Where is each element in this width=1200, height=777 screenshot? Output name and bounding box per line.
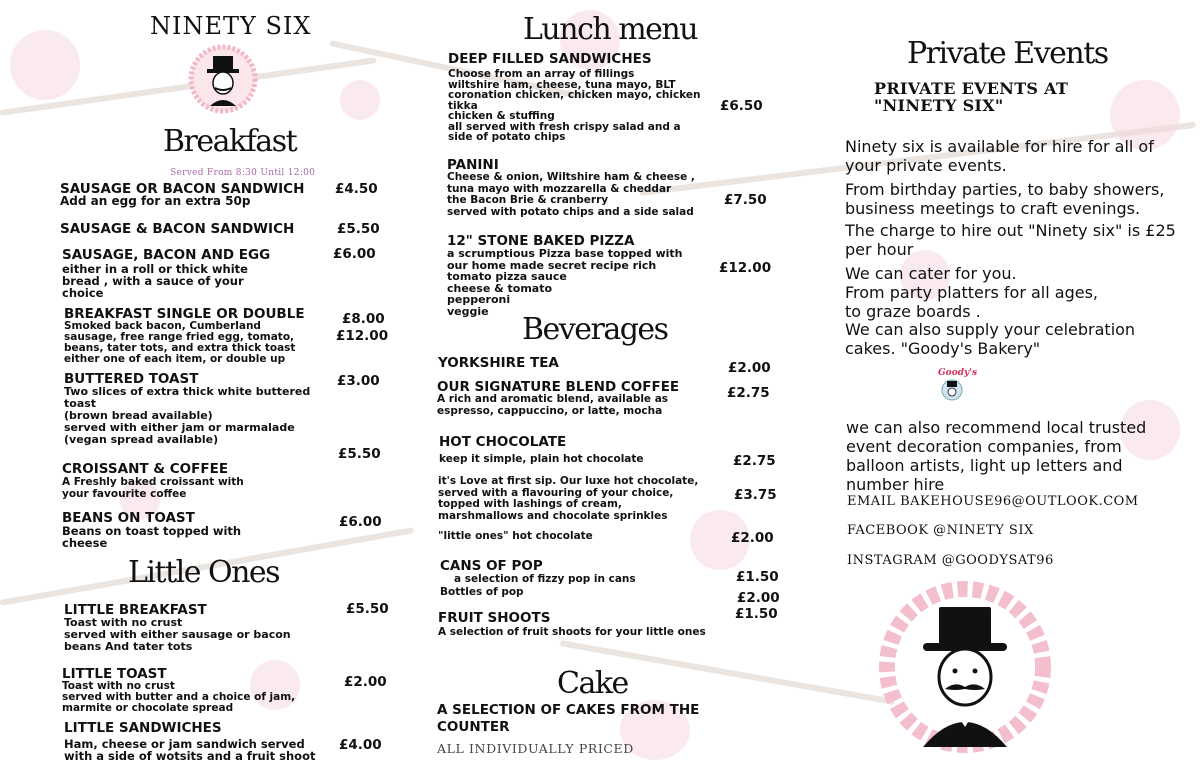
item-desc: sausage, free range fried egg, tomato, (64, 331, 295, 343)
gentleman-icon (875, 577, 1055, 757)
item-price: £2.00 (731, 530, 774, 546)
item-price: £6.00 (339, 514, 382, 530)
item-price: £2.00 (737, 590, 780, 606)
item-price: £4.50 (335, 181, 378, 197)
item-title: LITTLE SANDWICHES (64, 720, 222, 736)
item-desc: a selection of fizzy pop in cans (454, 573, 636, 585)
item-price: £8.00 (342, 311, 385, 327)
item-desc: pepperoni (447, 293, 511, 306)
item-desc: chicken & stuffing (448, 110, 555, 122)
item-title: CROISSANT & COFFEE (62, 461, 229, 477)
events-text: balloon artists, light up letters and (846, 456, 1123, 475)
events-paragraph (845, 264, 1098, 321)
item-desc: marmite or chocolate spread (62, 702, 234, 714)
cake-note: ALL INDIVIDUALLY PRICED (437, 741, 634, 756)
item-price: £7.50 (724, 192, 767, 208)
item-desc: Toast with no crust (64, 616, 183, 629)
item-title: BREAKFAST SINGLE OR DOUBLE (64, 306, 305, 322)
item-title: LITTLE TOAST (62, 666, 167, 682)
events-paragraph (845, 180, 1164, 218)
item-title: YORKSHIRE TEA (438, 355, 559, 371)
events-subheading-line2: "NINETY SIX" (874, 96, 1004, 115)
item-title: DEEP FILLED SANDWICHES (448, 51, 652, 67)
events-paragraph (845, 221, 1176, 259)
item-title: LITTLE BREAKFAST (64, 602, 207, 618)
little-item (64, 603, 291, 653)
events-text: we can also recommend local trusted (846, 418, 1147, 437)
cake-title-line2: COUNTER (437, 719, 510, 735)
item-desc: marshmallows and chocolate sprinkles (438, 509, 668, 522)
item-price: £2.00 (344, 674, 387, 690)
item-title: SAUSAGE, BACON AND EGG (62, 247, 271, 263)
item-price: £3.75 (734, 487, 777, 503)
item-desc: either one of each item, or double up (64, 353, 286, 365)
events-text: number hire (846, 475, 945, 494)
item-desc: Bottles of pop (440, 586, 524, 598)
breakfast-item (64, 307, 305, 365)
item-title: SAUSAGE & BACON SANDWICH (60, 221, 295, 237)
item-price: £6.00 (333, 246, 376, 262)
lunch-heading: Lunch menu (523, 12, 698, 47)
goodys-logo-text: Goody's (938, 368, 978, 378)
blossom (10, 30, 80, 100)
item-title: BUTTERED TOAST (64, 371, 199, 387)
item-desc: choice (62, 286, 104, 300)
item-desc: bread , with a sauce of your (62, 274, 244, 288)
item-desc: the Bacon Brie & cranberry (447, 194, 609, 206)
item-price: £5.50 (337, 221, 380, 237)
cake-heading: Cake (557, 666, 628, 701)
item-price: £12.00 (719, 260, 772, 276)
item-desc: A rich and aromatic blend, available as (437, 393, 669, 405)
item-price: £2.75 (733, 453, 776, 469)
item-desc: either in a roll or thick white (62, 262, 248, 276)
item-price: £1.50 (736, 569, 779, 585)
item-desc: beans And tater tots (64, 640, 193, 653)
beverages-heading: Beverages (522, 312, 668, 347)
events-text: event decoration companies, from (846, 437, 1122, 456)
goodys-mascot-icon (938, 378, 966, 402)
item-title: PANINI (447, 157, 499, 173)
events-subheading-line1: PRIVATE EVENTS AT (874, 79, 1069, 98)
breakfast-item (64, 372, 310, 446)
little-item (64, 721, 315, 762)
item-title: HOT CHOCOLATE (439, 434, 567, 450)
item-desc: Two slices of extra thick white buttered (64, 385, 311, 398)
instagram-link[interactable]: INSTAGRAM @GOODYSAT96 (847, 553, 1054, 568)
breakfast-item (62, 511, 241, 549)
item-desc: served with butter and a choice of jam, (62, 691, 296, 703)
events-text: cakes. "Goody's Bakery" (845, 339, 1041, 358)
item-desc: (vegan spread available) (64, 433, 219, 446)
item-desc: tuna mayo with mozzarella & cheddar (447, 182, 672, 195)
breakfast-item (60, 182, 304, 208)
breakfast-item (62, 248, 270, 299)
item-desc: A Freshly baked croissant with (62, 476, 244, 488)
item-desc: espresso, cappuccino, or latte, mocha (437, 404, 663, 417)
lunch-item (448, 52, 701, 143)
events-paragraph (845, 320, 1135, 358)
item-desc: coronation chicken, chicken mayo, chicken (448, 89, 701, 101)
item-desc: beans, tater tots, and extra thick toast (64, 342, 296, 354)
gentleman-logo (188, 44, 258, 114)
facebook-link[interactable]: FACEBOOK @NINETY SIX (847, 523, 1034, 538)
item-title: CANS OF POP (440, 558, 543, 574)
breakfast-item (60, 222, 294, 236)
item-desc: Toast with no crust (62, 680, 175, 692)
item-desc: our home made secret recipe rich (447, 258, 657, 272)
item-desc: topped with lashings of cream, (438, 498, 622, 510)
item-desc: wiltshire ham, cheese, tuna mayo, BLT (448, 78, 676, 91)
brand-name: NINETY SIX (150, 12, 312, 40)
email-link[interactable]: EMAIL BAKEHOUSE96@OUTLOOK.COM (847, 494, 1139, 509)
item-price: £3.00 (337, 373, 380, 389)
events-text: business meetings to craft evenings. (845, 199, 1141, 218)
item-price: £1.50 (735, 606, 778, 622)
gentleman-icon (188, 44, 258, 114)
little-ones-heading: Little Ones (128, 555, 280, 590)
item-desc: Choose from an array of fillings (448, 68, 635, 80)
events-paragraph (846, 418, 1146, 494)
item-desc: it's Love at first sip. Our luxe hot chocolate, (438, 475, 699, 487)
events-text: We can cater for you. (845, 264, 1017, 283)
item-price: £4.00 (339, 737, 382, 753)
lunch-item (447, 158, 695, 218)
item-price: £2.00 (728, 360, 771, 376)
item-desc: served with either sausage or bacon (64, 628, 291, 641)
item-title: OUR SIGNATURE BLEND COFFEE (437, 379, 680, 395)
breakfast-hours: Served From 8:30 Until 12:00 (170, 168, 316, 178)
events-text: From party platters for all ages, (845, 283, 1098, 302)
item-desc: tomato pizza sauce (447, 270, 567, 283)
item-title: BEANS ON TOAST (62, 510, 195, 526)
item-price: £6.50 (720, 98, 763, 114)
item-desc: toast (64, 397, 97, 410)
events-subheading (874, 80, 1068, 114)
item-desc: served with potato chips and a side salad (447, 205, 694, 218)
item-desc: side of potato chips (448, 131, 566, 143)
events-heading: Private Events (907, 36, 1108, 71)
lunch-item (447, 234, 682, 317)
item-desc: keep it simple, plain hot chocolate (439, 453, 644, 465)
item-price: £2.75 (727, 385, 770, 401)
item-desc: cheese (62, 536, 108, 550)
events-text: From birthday parties, to baby showers, (845, 180, 1165, 199)
item-desc: with a side of wotsits and a fruit shoot (64, 749, 316, 763)
events-text: your private events. (845, 156, 1007, 175)
item-desc: all served with fresh crispy salad and a (448, 120, 681, 133)
item-price: £5.50 (346, 601, 389, 617)
beverage-item (437, 380, 679, 417)
cake-title-line1: A SELECTION OF CAKES FROM THE (437, 702, 700, 718)
goodys-logo (938, 368, 978, 404)
item-desc: a scrumptious Pizza base topped with (447, 247, 683, 260)
item-desc: served with either jam or marmalade (64, 421, 295, 434)
item-desc: tikka (448, 99, 478, 112)
item-desc: (brown bread available) (64, 409, 213, 422)
item-desc: Add an egg for an extra 50p (60, 194, 251, 208)
item-desc: Ham, cheese or jam sandwich served (64, 737, 305, 751)
events-paragraph (845, 137, 1154, 175)
item-desc: "little ones" hot chocolate (438, 530, 593, 542)
events-text: We can also supply your celebration (845, 320, 1136, 339)
item-price-double: £12.00 (336, 328, 389, 344)
large-gentleman-logo (875, 577, 1055, 757)
item-title: 12" STONE BAKED PIZZA (447, 233, 635, 249)
item-desc: cheese & tomato (447, 281, 553, 295)
breakfast-heading: Breakfast (163, 124, 297, 159)
blossom (340, 80, 380, 120)
little-item (62, 667, 295, 714)
item-title: SAUSAGE OR BACON SANDWICH (60, 181, 305, 197)
item-desc: Smoked back bacon, Cumberland (64, 320, 261, 332)
luxe-hot-chocolate-desc (438, 476, 698, 522)
item-desc: Cheese & onion, Wiltshire ham & cheese , (447, 171, 695, 183)
events-text: Ninety six is available for hire for all of (845, 137, 1154, 156)
item-desc: A selection of fruit shoots for your little ones (438, 626, 706, 638)
events-text: per hour (845, 240, 914, 259)
events-text: The charge to hire out "Ninety six" is £25 (845, 221, 1176, 240)
item-desc: your favourite coffee (62, 487, 187, 500)
item-price: £5.50 (338, 446, 381, 462)
item-title: FRUIT SHOOTS (438, 610, 551, 626)
item-desc: Beans on toast topped with (62, 524, 242, 538)
events-text: to graze boards . (845, 302, 981, 321)
breakfast-item (62, 462, 244, 500)
item-desc: served with a flavouring of your choice, (438, 486, 674, 499)
item-desc: veggie (447, 304, 489, 318)
